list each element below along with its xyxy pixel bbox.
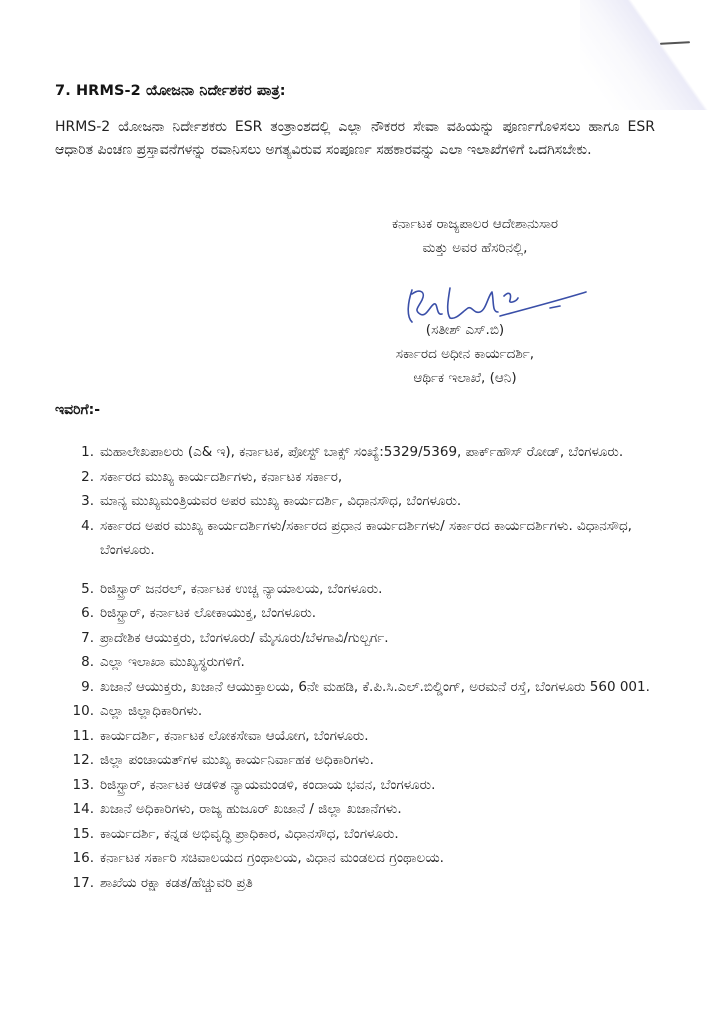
item-number: 13.	[72, 776, 94, 793]
item-text: ಖಜಾನೆ ಅಧಿಕಾರಿಗಳು, ರಾಜ್ಯ ಹುಜೂರ್ ಖಜಾನೆ / ಜಿಲ್ಲಾ ಖಜಾನೆಗಳು.	[100, 801, 402, 817]
list-item	[70, 699, 660, 724]
list-item	[70, 440, 660, 465]
list-item	[70, 514, 660, 563]
list-item	[70, 577, 660, 602]
item-number: 7.	[81, 629, 94, 646]
pen-mark	[660, 41, 690, 45]
list-item	[70, 871, 660, 896]
item-text: ಕಾರ್ಯದರ್ಶಿ, ಕನ್ನಡ ಅಭಿವೃದ್ಧಿ ಪ್ರಾಧಿಕಾರ, ವಿಧಾನಸೌಧ, ಬೆಂಗಳೂರು.	[100, 825, 399, 842]
item-number: 16.	[72, 850, 94, 866]
list-item	[70, 626, 660, 651]
item-number: 2.	[81, 468, 94, 485]
recipients-list	[70, 440, 660, 895]
list-item	[70, 489, 660, 514]
item-number: 17.	[72, 874, 94, 891]
signatory-block	[330, 318, 600, 390]
item-text: ಸರ್ಕಾರದ ಅಪರ ಮುಖ್ಯ ಕಾರ್ಯದರ್ಶಿಗಳು/ಸರ್ಕಾರದ ಪ್ರಧಾನ ಕಾರ್ಯದರ್ಶಿಗಳು/ ಸರ್ಕಾರದ ಕಾರ್ಯದರ್ಶಿಗಳು. ವಿಧಾನಸೌಧ, ಬೆಂಗಳೂರು.	[100, 517, 632, 558]
item-number: 12.	[72, 752, 94, 768]
list-item	[70, 650, 660, 675]
list-item	[70, 601, 660, 626]
item-number: 1.	[81, 444, 94, 460]
item-text: ಮಹಾಲೇಖಪಾಲರು (ಎ& ಇ), ಕರ್ನಾಟಕ, ಪೋಸ್ಟ್ ಬಾಕ್ಸ್ ಸಂಖ್ಯೆ:5329/5369, ಪಾರ್ಕ್‌ಹೌಸ್ ರೋಡ್, ಬೆಂಗಳೂರು.	[100, 444, 624, 460]
item-text: ಎಲ್ಲಾ ಇಲಾಖಾ ಮುಖ್ಯಸ್ಥರುಗಳಿಗೆ.	[100, 654, 245, 670]
item-text: ಪ್ರಾದೇಶಿಕ ಆಯುಕ್ತರು, ಬೆಂಗಳೂರು/ ಮೈಸೂರು/ಬೆಳಗಾವಿ/ಗುಲ್ಬರ್ಗ.	[100, 629, 389, 646]
section-paragraph: HRMS-2 ಯೋಜನಾ ನಿರ್ದೇಶಕರು ESR ತಂತ್ರಾಂಶದಲ್ಲಿ ಎಲ್ಲಾ ನೌಕರರ ಸೇವಾ ವಹಿಯನ್ನು ಪೂರ್ಣಗೊಳಿಸಲು ಹಾಗೂ ESR ಆಧಾರಿತ ಪಿಂಚಣ ಪ್ರಸ್ತಾವನೆಗಳನ್ನು ರವಾನಿಸಲು ಅಗತ್ಯವಿರುವ ಸಂಪೂರ್ಣ ಸಹಕಾರವನ್ನು ಎಲಾ ಇಲಾಖೆಗಳಿಗೆ ಒದಗಿಸಬೇಕು.	[55, 119, 655, 158]
item-number: 14.	[72, 801, 94, 817]
item-text: ಖಜಾನೆ ಆಯುಕ್ತರು, ಖಜಾನೆ ಆಯುಕ್ತಾಲಯ, 6ನೇ ಮಹಡಿ, ಕೆ.ಪಿ.ಸಿ.ಎಲ್.ಬಿಲ್ಡಿಂಗ್, ಅರಮನೆ ರಸ್ತೆ, ಬೆಂಗಳೂರು 560 001.	[100, 678, 650, 695]
item-text: ಜಿಲ್ಲಾ ಪಂಚಾಯತ್‌ಗಳ ಮುಖ್ಯ ಕಾರ್ಯನಿರ್ವಾಹಕ ಅಧಿಕಾರಿಗಳು.	[100, 752, 374, 768]
list-item	[70, 748, 660, 773]
recipients-heading: ಇವರಿಗೆ:-	[55, 402, 101, 418]
section-heading: 7. HRMS-2 ಯೋಜನಾ ನಿರ್ದೇಶಕರ ಪಾತ್ರ:	[55, 83, 286, 99]
item-text: ಎಲ್ಲಾ ಜಿಲ್ಲಾಧಿಕಾರಿಗಳು.	[100, 703, 203, 719]
list-item	[70, 675, 660, 700]
signatory-department: ಆರ್ಥಿಕ ಇಲಾಖೆ, (ಆನಿ)	[413, 370, 517, 386]
list-item	[70, 822, 660, 847]
signatory-name: (ಸತೀಶ್ ಎಸ್.ಬಿ)	[425, 322, 505, 338]
list-item	[70, 724, 660, 749]
item-text: ಕಾರ್ಯದರ್ಶಿ, ಕರ್ನಾಟಕ ಲೋಕಸೇವಾ ಆಯೋಗ, ಬೆಂಗಳೂರು.	[100, 727, 369, 744]
list-item	[70, 797, 660, 822]
scan-shadow	[580, 0, 710, 110]
item-text: ಶಾಖೆಯ ರಕ್ಷಾ ಕಡತ/ಹೆಚ್ಚುವರಿ ಪ್ರತಿ	[100, 874, 253, 891]
authority-block	[330, 212, 620, 260]
item-number: 10.	[72, 703, 94, 719]
list-item	[70, 846, 660, 871]
item-number: 11.	[72, 727, 94, 744]
item-number: 3.	[81, 493, 94, 509]
item-number: 15.	[72, 825, 94, 842]
item-text: ಕರ್ನಾಟಕ ಸರ್ಕಾರಿ ಸಚಿವಾಲಯದ ಗ್ರಂಥಾಲಯ, ವಿಧಾನ ಮಂಡಲದ ಗ್ರಂಥಾಲಯ.	[100, 850, 444, 866]
item-text: ಸರ್ಕಾರದ ಮುಖ್ಯ ಕಾರ್ಯದರ್ಶಿಗಳು, ಕರ್ನಾಟಕ ಸರ್ಕಾರ,	[100, 468, 343, 485]
item-text: ರಿಜಿಸ್ಟ್ರಾರ್ ಜನರಲ್, ಕರ್ನಾಟಕ ಉಚ್ಚ ನ್ಯಾಯಾಲಯ, ಬೆಂಗಳೂರು.	[100, 580, 383, 597]
item-number: 5.	[81, 580, 94, 597]
item-text: ಮಾನ್ಯ ಮುಖ್ಯಮಂತ್ರಿಯವರ ಅಪರ ಮುಖ್ಯ ಕಾರ್ಯದರ್ಶಿ, ವಿಧಾನಸೌಧ, ಬೆಂಗಳೂರು.	[100, 493, 462, 509]
signatory-designation: ಸರ್ಕಾರದ ಅಧೀನ ಕಾರ್ಯದರ್ಶಿ,	[395, 346, 535, 362]
item-number: 4.	[81, 517, 94, 534]
item-text: ರಿಜಿಸ್ಟ್ರಾರ್, ಕರ್ನಾಟಕ ಆಡಳಿತ ನ್ಯಾಯಮಂಡಳಿ, ಕಂದಾಯ ಭವನ, ಬೆಂಗಳೂರು.	[100, 776, 436, 793]
item-text: ರಿಜಿಸ್ಟ್ರಾರ್, ಕರ್ನಾಟಕ ಲೋಕಾಯುಕ್ತ, ಬೆಂಗಳೂರು.	[100, 605, 317, 621]
item-number: 8.	[81, 654, 94, 670]
item-number: 6.	[81, 605, 94, 621]
list-item	[70, 773, 660, 798]
authority-line-2: ಮತ್ತು ಅವರ ಹೆಸರಿನಲ್ಲಿ,	[422, 240, 528, 256]
authority-line-1: ಕರ್ನಾಟಕ ರಾಜ್ಯಪಾಲರ ಆದೇಶಾನುಸಾರ	[391, 216, 559, 232]
list-item	[70, 465, 660, 490]
item-number: 9.	[81, 678, 94, 695]
